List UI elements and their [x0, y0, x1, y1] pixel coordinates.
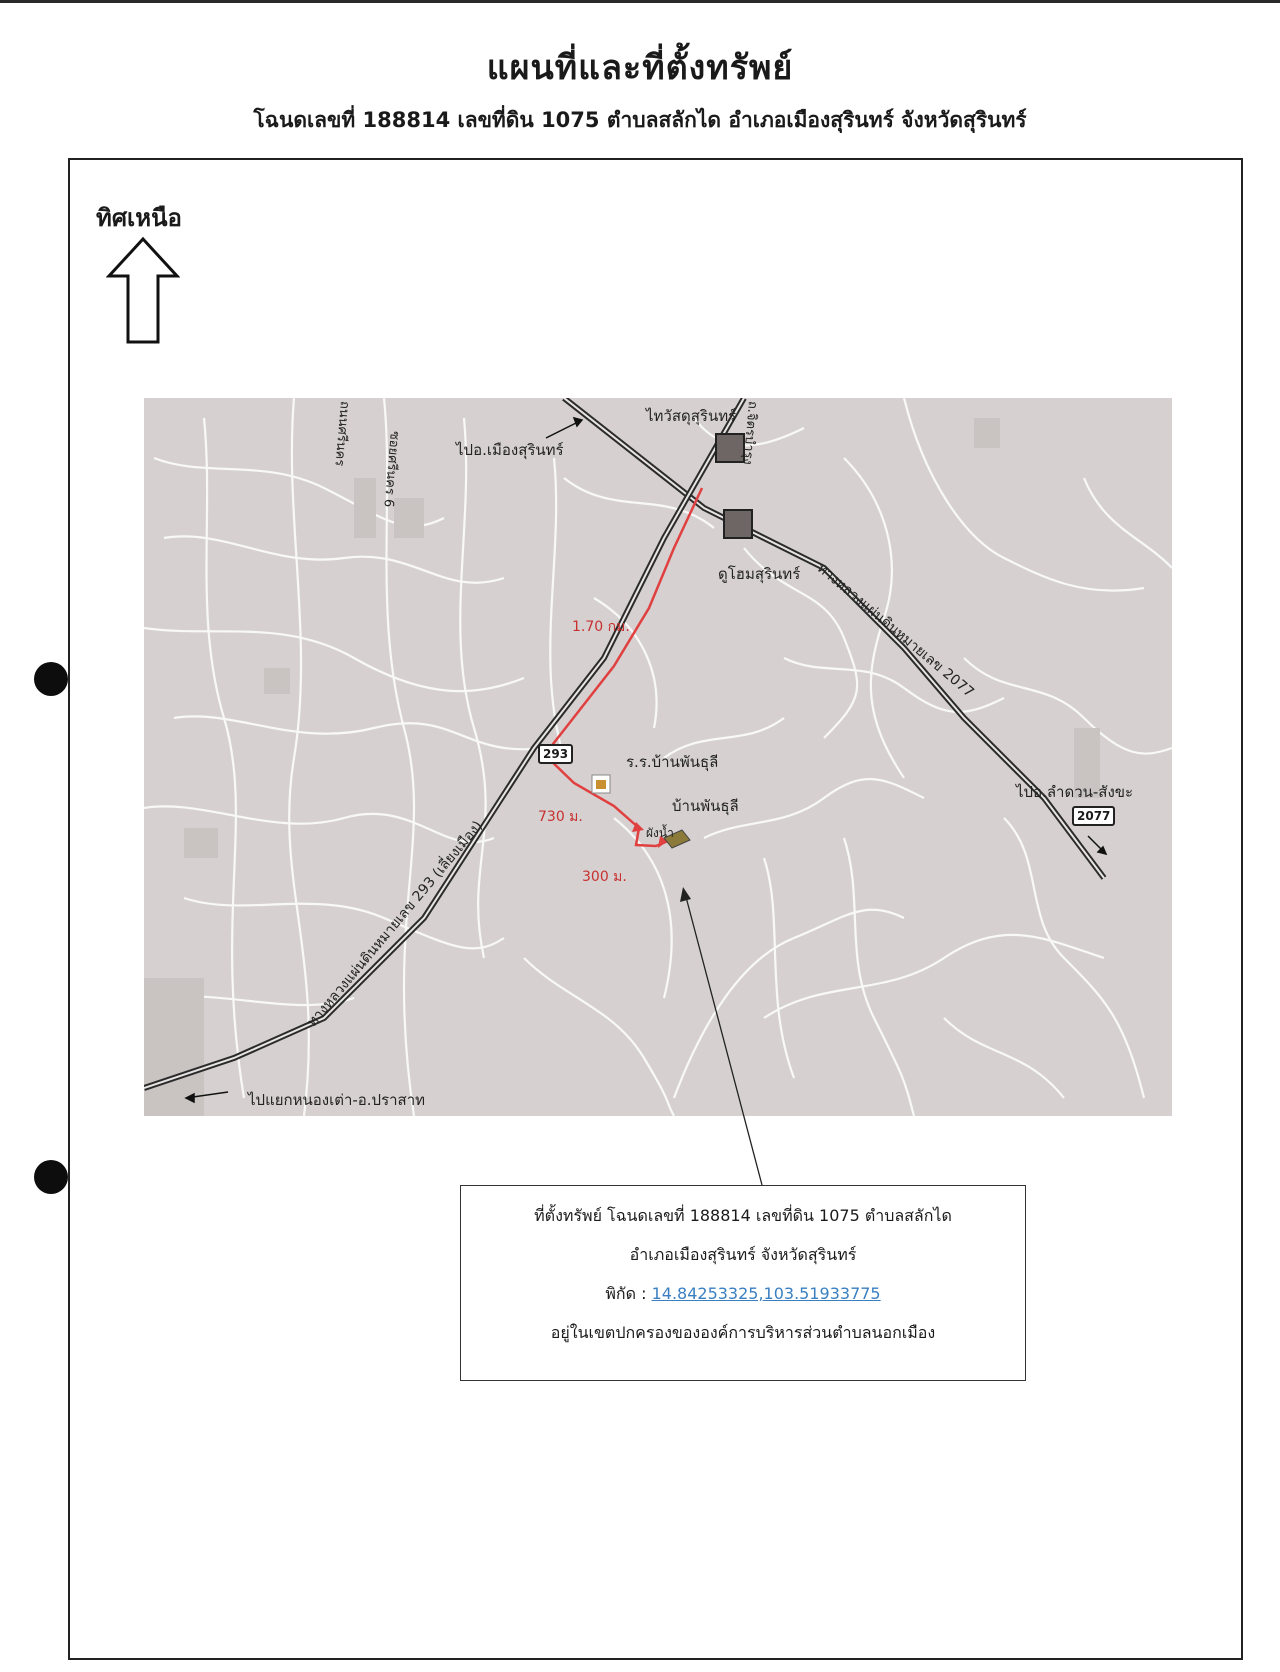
shield-2077: 2077: [1072, 806, 1115, 826]
distance-2: 730 ม.: [538, 809, 583, 825]
label-soi-left1: ถนนศรีนคร: [331, 400, 353, 467]
label-road-2077: ทางหลวงแผ่นดินหมายเลข 2077: [813, 560, 977, 701]
label-school: ร.ร.บ้านพันธุลี: [626, 753, 719, 771]
label-dohome: ดูโฮมสุรินทร์: [718, 565, 801, 583]
landmark-dohome-icon: [724, 510, 752, 538]
map-blocks: [144, 418, 1100, 1116]
punch-hole-top: [34, 662, 68, 696]
label-road-293: ทางหลวงแผ่นดินหมายเลข 293 (เลี่ยงเมือง): [304, 818, 486, 1031]
info-line-4: อยู่ในเขตปกครองขององค์การบริหารส่วนตำบลนอกเมือง: [550, 1323, 936, 1342]
distance-3: 300 ม.: [582, 869, 627, 885]
label-thaiwatsadu: ไทวัสดุสุรินทร์: [646, 407, 737, 425]
page-subtitle: โฉนดเลขที่ 188814 เลขที่ดิน 1075 ตำบลสลักได อำเภอเมืองสุรินทร์ จังหวัดสุรินทร์: [253, 108, 1027, 132]
coords-label: พิกัด :: [605, 1284, 647, 1303]
road-293: [144, 398, 744, 1088]
info-coords-row: [461, 1282, 1025, 1307]
info-line-2: อำเภอเมืองสุรินทร์ จังหวัดสุรินทร์: [629, 1245, 857, 1264]
coords-link[interactable]: 14.84253325,103.51933775: [651, 1284, 881, 1303]
school-icon: [592, 775, 610, 793]
label-soi-left2: ซอยศรีนคร 6: [380, 430, 403, 508]
label-village: บ้านพันธุลี: [672, 797, 739, 815]
label-to-prasat: ไปแยกหนองเต่า-อ.ปราสาท: [248, 1091, 426, 1109]
page-top-edge: [0, 0, 1280, 3]
shield-293: 293: [538, 744, 573, 764]
distance-1: 1.70 กม.: [572, 619, 630, 635]
label-to-lamduan: ไปอ.ลำดวน-สังขะ: [1016, 783, 1134, 801]
label-marker: ผังน้ำ: [646, 826, 674, 840]
property-info-box: [460, 1185, 1026, 1381]
label-to-muang: ไปอ.เมืองสุรินทร์: [456, 441, 564, 459]
info-line-1: ที่ตั้งทรัพย์ โฉนดเลขที่ 188814 เลขที่ดิน 1075 ตำบลสลักได: [534, 1206, 952, 1225]
location-map[interactable]: [144, 398, 1172, 1116]
punch-hole-bottom: [34, 1160, 68, 1194]
north-label: ทิศเหนือ: [96, 204, 182, 232]
page-title: แผนที่และที่ตั้งทรัพย์: [486, 48, 794, 88]
road-2077: [564, 398, 1104, 878]
label-road-top: ถ.จิตรบำรุง: [739, 400, 761, 466]
north-arrow-icon: [106, 236, 180, 346]
